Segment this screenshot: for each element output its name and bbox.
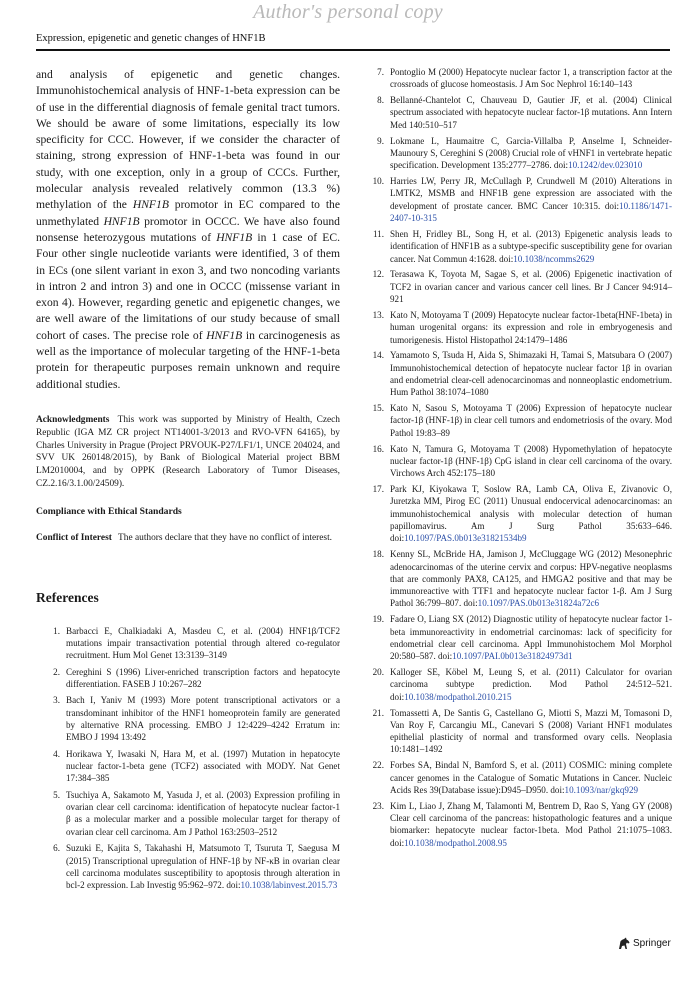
doi-link[interactable]: 10.1097/PAI.0b013e31824973d1: [452, 651, 573, 662]
reference-text: Kato N, Tamura G, Motoyama T (2008) Hypomethylation of hepatocyte nuclear factor-1β (HNF-1β) CpG island in clear cell carcinoma of the ovary. Virchows Arch 452:175–180: [390, 443, 672, 479]
doi-link[interactable]: 10.1097/PAS.0b013e31821534b9: [404, 533, 527, 544]
publisher-logo: [617, 937, 671, 950]
doi-link[interactable]: 10.1038/labinvest.2015.73: [240, 880, 338, 891]
reference-text: Tomassetti A, De Santis G, Castellano G, Miotti S, Mazzi M, Tomasoni D, Van Roy F, Carcangiu ML, Canevari S (2008) Variant HNF1 modulates epithelial plasticity of normal and transformed ovary cells. Neoplasia 10:1481–1492: [390, 707, 672, 755]
text-run: promotor in EC compared to the unmethylated: [36, 198, 341, 228]
reference-number: 23.: [372, 800, 384, 811]
reference-number: 2.: [53, 666, 60, 677]
reference-text: Park KJ, Kiyokawa T, Soslow RA, Lamb CA, Oliva E, Zivanovic O, Juretzka MM, Pirog EC (2011) Unusual endocervical adenocarcinomas: an immunohistochemical analysis with molecular detection of human papillomavirus. Am J Surg Pathol 35:633–646. doi:: [390, 484, 672, 544]
acknowledgments-heading: Acknowledgments: [36, 414, 110, 425]
doi-link[interactable]: 10.1242/dev.023010: [568, 160, 643, 171]
reference-text: Shen H, Fridley BL, Song H, et al. (2013) Epigenetic analysis leads to identification of HNF1B as a subtype-specific susceptibility gene for ovarian cancer. Nat Commun 4:1628. doi:: [390, 228, 672, 264]
reference-text: Fadare O, Liang SX (2012) Diagnostic utility of hepatocyte nuclear factor 1-beta immunoreactivity in endometrial carcinomas: lack of specificity for endometrial clear cell carcinoma. Appl Immunohistochem Mol Morphol 20:580–587. doi:: [390, 614, 672, 662]
reference-item: [36, 625, 340, 662]
doi-link[interactable]: 10.1093/nar/gkq929: [564, 784, 639, 795]
reference-number: 7.: [377, 67, 384, 77]
reference-item: [360, 707, 672, 756]
reference-text: Bellanné-Chantelot C, Chauveau D, Gautier JF, et al. (2004) Clinical spectrum associated with hepatocyte nuclear factor-1β mutations. Ann Intern Med 140:510–517: [390, 95, 672, 130]
reference-number: 5.: [53, 789, 60, 800]
reference-text: Kalloger SE, Köbel M, Leung S, et al. (2011) Calculator for ovarian carcinoma subtype prediction. Mod Pathol 24:512–521. doi:: [390, 667, 672, 702]
reference-number: 8.: [377, 95, 384, 106]
compliance-heading: Compliance with Ethical Standards: [36, 505, 182, 517]
conflict-section: [36, 532, 340, 545]
reference-item: [360, 613, 672, 662]
doi-link[interactable]: 10.1186/1471-2407-10-315: [390, 200, 672, 224]
reference-number: 21.: [372, 707, 384, 718]
reference-text: Terasawa K, Toyota M, Sagae S, et al. (2006) Epigenetic inactivation of TCF2 in ovarian cancer and various cancer cell lines. Br J Cancer 94:914–921: [390, 269, 672, 305]
references-heading: References: [36, 589, 99, 605]
reference-text: Kim L, Liao J, Zhang M, Talamonti M, Bentrem D, Rao S, Yang GY (2008) Clear cell carcinoma of the pancreas: histopathologic features and a unique biomarker: hepatocyte nuclear factor-1beta. Mod Pathol 21:1075–1083. doi:: [390, 800, 672, 848]
reference-text: Pontoglio M (2000) Hepatocyte nuclear factor 1, a transcription factor at the crossroads of glucose homeostasis. J Am Soc Nephrol 16:140–143: [390, 67, 672, 90]
text-run: in 1 case of EC. Four other single nucleotide variants were identified, 3 of them in ECs (one silent variant in exon 3, and two noncoding variants in intron 2 and intron 3) and one in OCCC (missense variant in exon 4). However, regarding genetic and epigenetic changes, we are well aware of the limitations of our study because of small cohort of cases. The precise role of: [36, 230, 340, 342]
reference-text: Cereghini S (1996) Liver-enriched transcription factors and hepatocyte differentiation. FASEB J 10:267–282: [66, 666, 340, 689]
gene-name: HNF1B: [103, 214, 140, 228]
reference-item: [360, 175, 672, 224]
text-run: promotor in OCCC. We have also found nonsense heterozygous mutations of: [36, 214, 340, 244]
reference-item: [360, 349, 672, 398]
doi-link[interactable]: 10.1038/modpathol.2008.95: [404, 837, 507, 848]
reference-number: 10.: [372, 176, 384, 187]
watermark: Author's personal copy: [253, 1, 443, 23]
reference-number: 14.: [372, 350, 384, 361]
reference-number: 11.: [372, 228, 384, 239]
reference-number: 1.: [53, 625, 60, 636]
reference-number: 6.: [53, 843, 60, 854]
reference-item: [360, 666, 672, 703]
reference-item: [360, 135, 672, 172]
reference-number: 17.: [372, 484, 384, 495]
reference-number: 22.: [372, 760, 384, 771]
reference-number: 4.: [53, 748, 60, 759]
reference-text: Suzuki E, Kajita S, Takahashi H, Matsumoto T, Tsuruta T, Saegusa M (2015) Transcriptional upregulation of HNF-1β by NF-κB in ovarian clear cell carcinoma modulates susceptibility to apoptosis through alteration in bcl-2 expression. Lab Investig 95:962–972. doi:: [66, 843, 340, 891]
reference-number: 18.: [372, 549, 384, 560]
reference-number: 20.: [372, 667, 384, 678]
reference-text: Kato N, Sasou S, Motoyama T (2006) Expression of hepatocyte nuclear factor-1β (HNF-1β) in clear cell tumors and endometriosis of the ovary. Mod Pathol 19:83–89: [390, 403, 672, 438]
reference-number: 3.: [53, 695, 60, 706]
reference-item: [36, 666, 340, 691]
reference-text: Horikawa Y, Iwasaki N, Hara M, et al. (1997) Mutation in hepatocyte nuclear factor-1-beta gene (TCF2) associated with MODY. Nat Genet 17:384–385: [66, 748, 340, 784]
conflict-text: The authors declare that they have no conflict of interest.: [118, 532, 333, 543]
reference-text: Kenny SL, McBride HA, Jamison J, McCluggage WG (2012) Mesonephric adenocarcinomas of the uterine cervix and corpus: HPV-negative neoplasms that are commonly PAX8, CA125, and HMGA2 positive and that may be immunoreactive with TTF1 and hepatocyte nuclear factor 1-β. Am J Surg Pathol 36:799–807. doi:: [390, 549, 672, 609]
left-column: [36, 67, 340, 896]
reference-text: Lokmane L, Haumaitre C, Garcia-Villalba P, Anselme I, Schneider-Maunoury S, Cereghini S (2008) Crucial role of vHNF1 in vertebrate hepatic specification. Development 135:2777–2786. doi:: [390, 135, 672, 171]
reference-text: Tsuchiya A, Sakamoto M, Yasuda J, et al. (2003) Expression profiling in ovarian clear cell carcinoma: identification of hepatocyte nuclear factor-1 β as a molecular marker and a possible molecular target for therapy of ovarian clear cell carcinoma. Am J Pathol 163:2503–2512: [66, 789, 340, 837]
reference-item: [360, 800, 672, 849]
reference-item: [360, 309, 672, 346]
acknowledgments-text: This work was supported by Ministry of Health, Czech Republic (IGA MZ CR project NT14001-3/2013 and RVO-VFN 64165), by Charles University in Prague (Project PRVOUK-P27/LF1/1, UNCE 204024, and SVV UK 260148/2015), by Bank of Biological Material project BBM LM2010004, and by OPPK (Research Laboratory of Tumor Diseases, CZ.2.16/3.1.00/24509).: [36, 414, 340, 489]
reference-number: 19.: [372, 614, 384, 625]
reference-item: [360, 228, 672, 265]
reference-text: Kato N, Motoyama T (2009) Hepatocyte nuclear factor-1beta(HNF-1beta) in human urogenital organs: its expression and role in embryogenesis and tumorigenesis. Histol Histopathol 24:1479–1486: [390, 309, 672, 345]
references-list-right: [360, 66, 672, 849]
reference-item: [360, 268, 672, 305]
text-run: and analysis of epigenetic and genetic changes. Immunohistochemical analysis of HNF-1-beta expression can be of use in the differential diagnosis of female genital tract tumors. We should be aware of some limitations, especially its low specificity for CCC. However, if we consider the character of staining, strong expression of HNF-1-beta was found in our study, with one exception, only in a group of CCCs. Further, molecular analysis revealed relatively common (13.3 %) methylation of the: [36, 68, 340, 212]
reference-number: 16.: [372, 443, 384, 454]
reference-text: Forbes SA, Bindal N, Bamford S, et al. (2011) COSMIC: mining complete cancer genomes in the Catalogue of Somatic Mutations in Cancer. Nucleic Acids Res 39(Database issue):D945–D950. doi:: [390, 760, 672, 795]
reference-item: [360, 548, 672, 609]
references-list-left: [36, 625, 340, 892]
doi-link[interactable]: 10.1038/modpathol.2010.215: [404, 691, 512, 702]
gene-name: HNF1B: [132, 198, 169, 212]
reference-item: [36, 789, 340, 838]
right-column: [360, 66, 672, 853]
springer-horse-icon: [617, 937, 631, 950]
acknowledgments-section: [36, 414, 340, 491]
doi-link[interactable]: 10.1038/ncomms2629: [513, 253, 595, 264]
conflict-heading: Conflict of Interest: [36, 532, 112, 543]
reference-item: [360, 443, 672, 480]
reference-number: 9.: [377, 135, 384, 146]
running-head: Expression, epigenetic and genetic changes of HNF1B: [36, 33, 266, 44]
header-divider: [36, 49, 670, 51]
text-run: in carcinogenesis as well as the importance of molecular targeting of the HNF-1-beta protein for therapeutic purposes remain unknown and require additional studies.: [36, 328, 340, 391]
reference-item: [360, 66, 672, 91]
reference-text: Barbacci E, Chalkiadaki A, Masdeu C, et al. (2004) HNF1β/TCF2 mutations impair transactivation potential through altered co-regulator recruitment. Hum Mol Genet 13:3139–3149: [66, 625, 340, 661]
reference-text: Bach I, Yaniv M (1993) More potent transcriptional activators or a transdominant inhibitor of the HNF1 homeoprotein family are generated by alternative RNA processing. EMBO J 12:4229–4242 Erratum in: EMBO J 1994 13:492: [66, 695, 340, 743]
reference-text: Harries LW, Perry JR, McCullagh P, Crundwell M (2010) Alterations in LMTK2, MSMB and HNF1B gene expression are associated with the development of prostate cancer. BMC Cancer 10:315. doi:: [390, 176, 672, 211]
doi-link[interactable]: 10.1097/PAS.0b013e31824a72c6: [477, 598, 600, 609]
reference-number: 15.: [372, 403, 384, 414]
reference-item: [36, 842, 340, 891]
reference-number: 12.: [372, 269, 384, 280]
gene-name: HNF1B: [216, 230, 253, 244]
reference-item: [360, 402, 672, 439]
reference-text: Yamamoto S, Tsuda H, Aida S, Shimazaki H, Tamai S, Matsubara O (2007) Immunohistochemical detection of hepatocyte nuclear factor 1β in ovarian and endometrial clear-cell adenocarcinomas and nonneoplastic endometrium. Hum Pathol 38:1074–1080: [390, 350, 672, 398]
reference-item: [360, 759, 672, 796]
gene-name: HNF1B: [206, 328, 243, 342]
reference-item: [360, 94, 672, 131]
reference-number: 13.: [372, 309, 384, 320]
reference-item: [36, 694, 340, 743]
reference-item: [360, 483, 672, 544]
reference-item: [36, 748, 340, 785]
discussion-paragraph: [36, 67, 340, 393]
springer-label: Springer: [633, 938, 671, 949]
